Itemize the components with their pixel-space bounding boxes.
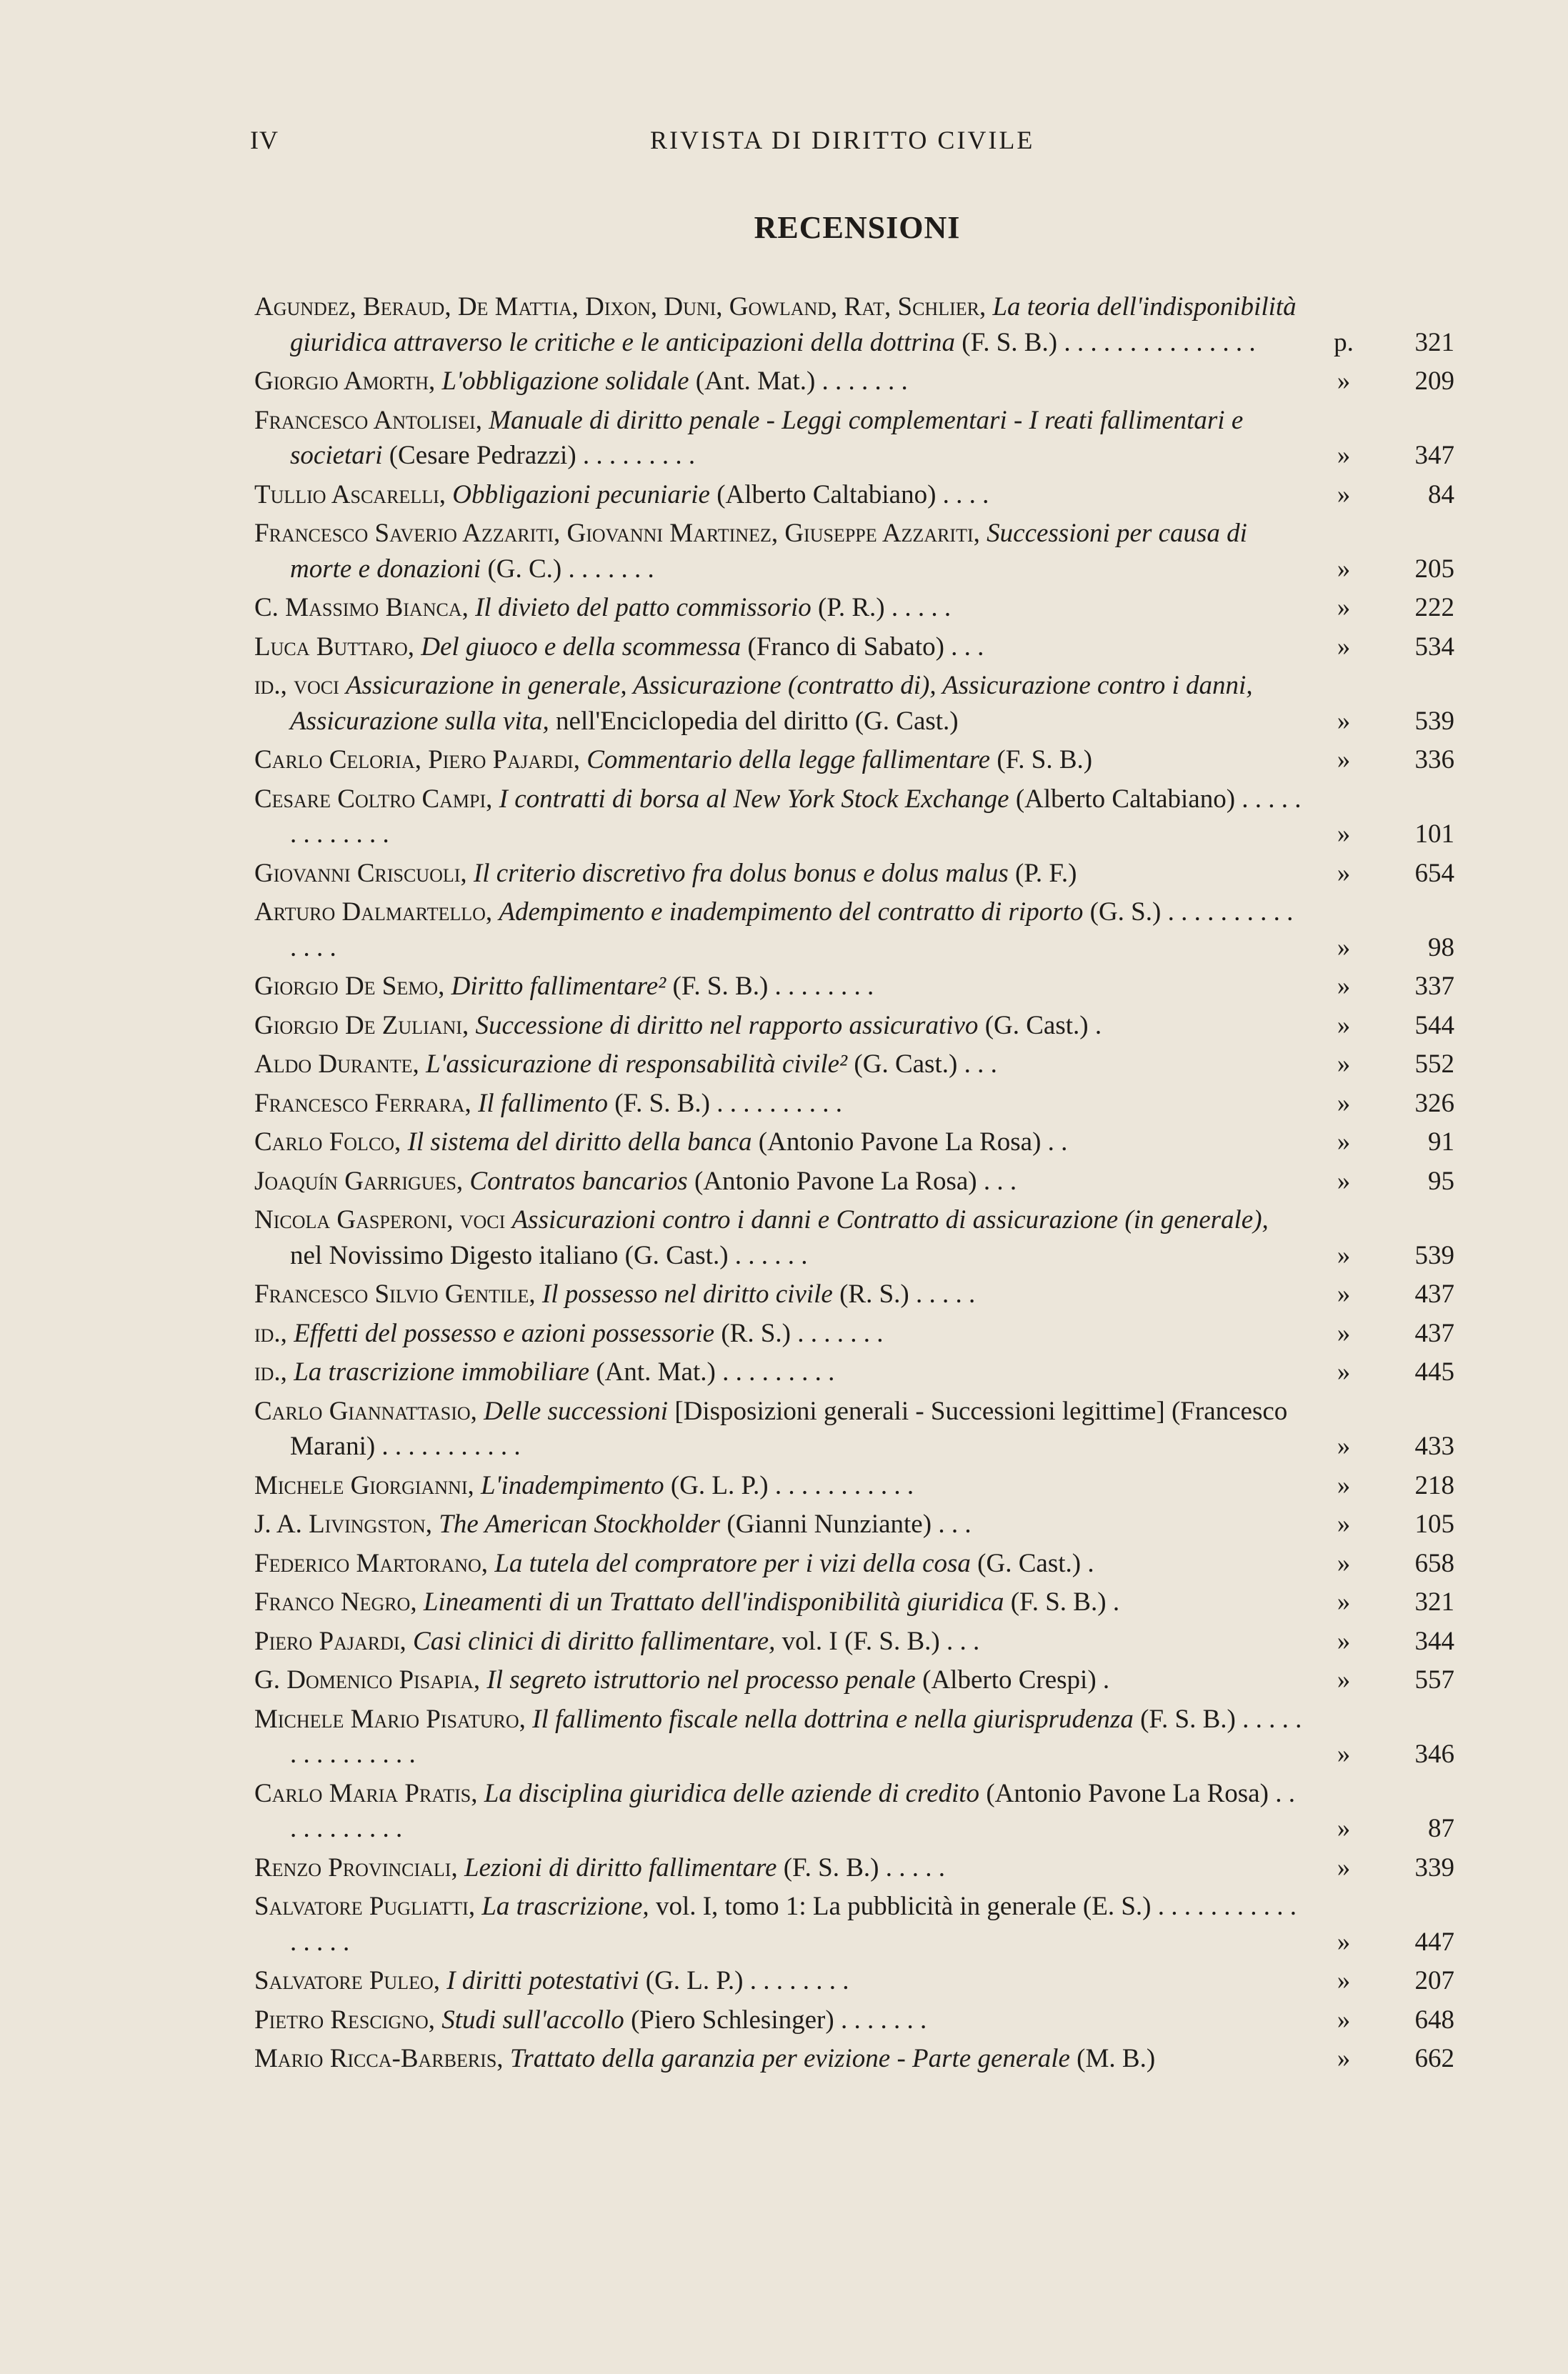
entry-title: L'obbligazione solidale — [441, 366, 689, 396]
entry-reviewer: (Alberto Caltabiano) — [1015, 784, 1236, 814]
page-reference — [1312, 1624, 1454, 1660]
review-entry — [254, 1124, 1454, 1160]
review-entry — [254, 364, 1454, 399]
entry-reviewer: (Ant. Mat.) — [596, 1357, 716, 1387]
page-reference — [1312, 1047, 1454, 1082]
page-marker: » — [1337, 1280, 1351, 1309]
entry-author: Michele Giorgianni, — [254, 1470, 474, 1500]
page-marker: » — [1337, 1357, 1351, 1387]
entry-title: Studi sull'accollo — [441, 2005, 624, 2035]
entry-leader: . . . . . . . . . . . . . . . . — [290, 1892, 1297, 1957]
page-reference — [1312, 1164, 1454, 1200]
page-reference — [1312, 477, 1454, 513]
page-reference — [1312, 1925, 1454, 1960]
page-marker: » — [1337, 1318, 1351, 1348]
page-marker: » — [1337, 1852, 1351, 1882]
entry-page: 552 — [1414, 1049, 1454, 1079]
review-entry — [254, 856, 1454, 892]
entry-page: 105 — [1414, 1510, 1454, 1539]
page-marker: » — [1337, 1814, 1351, 1843]
entry-title: Diritto fallimentare² — [451, 972, 666, 1001]
entry-page: 91 — [1428, 1127, 1454, 1157]
page-reference — [1312, 1355, 1454, 1390]
entry-reviewer: (P. F.) — [1015, 858, 1077, 888]
page-reference — [1312, 1429, 1454, 1465]
entry-author: Piero Pajardi, — [254, 1626, 406, 1656]
page-reference — [1312, 1811, 1454, 1847]
review-entry — [254, 1316, 1454, 1352]
entry-leader: . — [1088, 1010, 1102, 1040]
entry-reviewer: (R. S.) — [839, 1280, 909, 1309]
page-reference — [1312, 1316, 1454, 1352]
page-reference — [1312, 2041, 1454, 2077]
page-marker: » — [1337, 858, 1351, 888]
entry-leader: . . . . . . . . . . . — [290, 1778, 1295, 1843]
page-marker: » — [1337, 1432, 1351, 1461]
entry-author: Giovanni Criscuoli, — [254, 858, 467, 888]
entry-title: La trascrizione immobiliare — [294, 1357, 590, 1387]
entry-reviewer: (Franco di Sabato) — [747, 632, 944, 662]
page-reference — [1312, 1086, 1454, 1122]
entry-page: 336 — [1414, 745, 1454, 774]
entry-title: La trascrizione, — [481, 1892, 649, 1921]
entry-reviewer: nell'Enciclopedia del diritto (G. Cast.) — [556, 706, 959, 736]
entry-author: Nicola Gasperoni, voci — [254, 1205, 506, 1235]
entry-title: Il fallimento — [478, 1088, 608, 1118]
entry-page: 539 — [1414, 706, 1454, 736]
entry-title: The American Stockholder — [439, 1510, 721, 1539]
entry-leader: . . . — [957, 1049, 997, 1079]
page-marker: » — [1337, 1626, 1351, 1656]
review-entry — [254, 1963, 1454, 1999]
review-entry — [254, 1202, 1454, 1273]
entry-page: 437 — [1414, 1280, 1454, 1309]
page-marker: » — [1337, 479, 1351, 509]
page-reference — [1312, 1124, 1454, 1160]
entry-author: Tullio Ascarelli, — [254, 479, 446, 509]
entry-leader: . . . . . . . . . — [576, 441, 696, 470]
entry-reviewer: (G. S.) — [1089, 897, 1162, 927]
entry-reviewer: (G. L. P.) — [645, 1966, 744, 1995]
review-entry — [254, 668, 1454, 739]
entry-reviewer: (Antonio Pavone La Rosa) — [986, 1778, 1269, 1808]
review-entry — [254, 1047, 1454, 1082]
entry-title: Successioni per causa di morte e donazioni — [290, 519, 1247, 584]
entry-author: id., — [254, 1357, 287, 1387]
entry-page: 337 — [1414, 972, 1454, 1001]
page-marker: » — [1337, 554, 1351, 584]
entry-reviewer: (Antonio Pavone La Rosa) — [758, 1127, 1042, 1157]
entry-reviewer: (R. S.) — [721, 1318, 791, 1348]
entry-page: 534 — [1414, 632, 1454, 662]
page-reference — [1312, 1468, 1454, 1504]
entry-page: 222 — [1414, 593, 1454, 622]
review-entry — [254, 516, 1454, 587]
entry-title: Lezioni di diritto fallimentare — [464, 1852, 777, 1882]
review-entry — [254, 1585, 1454, 1620]
review-entry — [254, 1355, 1454, 1390]
page-reference — [1312, 1546, 1454, 1582]
page-marker: » — [1337, 441, 1351, 470]
review-entry — [254, 1277, 1454, 1312]
page-reference — [1312, 364, 1454, 399]
page-marker: » — [1337, 1548, 1351, 1578]
review-entry — [254, 590, 1454, 626]
entry-reviewer: (F. S. B.) — [783, 1852, 879, 1882]
entry-page: 539 — [1414, 1240, 1454, 1270]
entry-reviewer: vol. I, tomo 1: La pubblicità in generale (E. S.) — [655, 1892, 1152, 1921]
page-reference — [1312, 1277, 1454, 1312]
page-marker: » — [1337, 593, 1351, 622]
page-marker: » — [1337, 745, 1351, 774]
entry-title: Successione di diritto nel rapporto assicurativo — [475, 1010, 979, 1040]
review-entry — [254, 1662, 1454, 1698]
review-entry — [254, 969, 1454, 1004]
entry-title: Del giuoco e della scommessa — [421, 632, 741, 662]
entry-author: Arturo Dalmartello, — [254, 897, 493, 927]
entry-author: Giorgio De Zuliani, — [254, 1010, 469, 1040]
entry-title: Delle successioni — [484, 1396, 669, 1426]
entry-title: Adempimento e inadempimento del contratto di riporto — [499, 897, 1084, 927]
entry-title: Obbligazioni pecuniarie — [452, 479, 710, 509]
page-marker: » — [1337, 1966, 1351, 1995]
entry-reviewer: (F. S. B.) — [672, 972, 769, 1001]
entry-leader: . . . . . . . . . . . . . — [290, 784, 1302, 849]
entry-leader: . . . . . — [879, 1852, 945, 1882]
page-reference — [1312, 1850, 1454, 1886]
entry-title: L'inadempimento — [481, 1470, 664, 1500]
entry-leader: . . . — [932, 1510, 972, 1539]
entry-page: 445 — [1414, 1357, 1454, 1387]
page-marker: » — [1337, 1010, 1351, 1040]
page-marker: » — [1337, 2044, 1351, 2073]
entry-author: C. Massimo Bianca, — [254, 593, 469, 622]
section-title: RECENSIONI — [754, 210, 961, 245]
entry-reviewer: (Cesare Pedrazzi) — [389, 441, 576, 470]
review-entry — [254, 742, 1454, 778]
entry-page: 321 — [1414, 1587, 1454, 1617]
entry-title: Il sistema del diritto della banca — [407, 1127, 752, 1157]
entry-title: La teoria dell'indisponibilità giuridica attraverso le critiche e le anticipazioni della dottrina — [290, 292, 1297, 357]
page-reference — [1312, 1585, 1454, 1620]
entry-reviewer: (G. Cast.) — [854, 1049, 958, 1079]
entry-author: Federico Martorano, — [254, 1548, 489, 1578]
page-marker: » — [1337, 1470, 1351, 1500]
entry-page: 447 — [1414, 1927, 1454, 1957]
entry-title: L'assicurazione di responsabilità civile² — [426, 1049, 848, 1079]
page-reference — [1312, 2003, 1454, 2038]
entry-leader: . . . . . . . . . . . — [768, 1470, 914, 1500]
entry-author: Joaquín Garrigues, — [254, 1166, 464, 1196]
entry-title: Contratos bancarios — [469, 1166, 688, 1196]
entry-reviewer: (G. L. P.) — [670, 1470, 769, 1500]
entry-reviewer: (P. R.) — [818, 593, 885, 622]
entry-title: Il segreto istruttorio nel processo penale — [486, 1665, 916, 1695]
entry-leader: . . . . . — [884, 593, 952, 622]
entry-leader: . . . . . . . . . — [715, 1357, 835, 1387]
entry-author: Agundez, Beraud, De Mattia, Dixon, Duni, Gowland, Rat, Schlier, — [254, 292, 987, 321]
entry-reviewer: (G. Cast.) — [977, 1548, 1082, 1578]
entry-leader: . — [1106, 1587, 1120, 1617]
entry-reviewer: (Alberto Crespi) — [922, 1665, 1097, 1695]
review-entry — [254, 1546, 1454, 1582]
review-entry — [254, 1776, 1454, 1847]
entry-reviewer: (F. S. B.) — [997, 745, 1093, 774]
entry-leader: . . . . . . . — [834, 2005, 927, 2035]
entry-author: Salvatore Pugliatti, — [254, 1892, 476, 1921]
page-reference — [1312, 1238, 1454, 1274]
entry-author: J. A. Livingston, — [254, 1510, 432, 1539]
journal-title: RIVISTA DI DIRITTO CIVILE — [650, 126, 1035, 154]
page-marker: » — [1337, 932, 1351, 962]
page-reference — [1312, 325, 1454, 361]
entry-title: I diritti potestativi — [446, 1966, 639, 1995]
page-reference — [1312, 438, 1454, 474]
entry-reviewer: nel Novissimo Digesto italiano (G. Cast.) — [290, 1240, 729, 1270]
entry-page: 433 — [1414, 1432, 1454, 1461]
entry-page: 544 — [1414, 1010, 1454, 1040]
entry-leader: . . . . . . . . — [768, 972, 874, 1001]
entry-author: Luca Buttaro, — [254, 632, 415, 662]
entry-author: Michele Mario Pisaturo, — [254, 1704, 526, 1734]
page-reference — [1312, 856, 1454, 892]
entry-author: Aldo Durante, — [254, 1049, 419, 1079]
page-marker: » — [1337, 1088, 1351, 1118]
entry-author: Carlo Folco, — [254, 1127, 401, 1157]
entry-author: Mario Ricca-Barberis, — [254, 2044, 504, 2073]
review-entry — [254, 1624, 1454, 1660]
entry-title: La disciplina giuridica delle aziende di credito — [484, 1778, 980, 1808]
entry-title: Il possesso nel diritto civile — [541, 1280, 833, 1309]
page-marker: » — [1337, 1740, 1351, 1769]
page-marker: » — [1337, 972, 1351, 1001]
entry-page: 339 — [1414, 1852, 1454, 1882]
page-marker: » — [1337, 2005, 1351, 2035]
entry-leader: . . . . . . . . . . . . . . . — [290, 1704, 1302, 1769]
page-marker: » — [1337, 1166, 1351, 1196]
page-reference — [1312, 969, 1454, 1004]
entry-title: Trattato della garanzia per evizione - Parte generale — [509, 2044, 1070, 2073]
page-marker: » — [1337, 1510, 1351, 1539]
running-header — [250, 125, 1468, 161]
entry-author: id., voci — [254, 671, 339, 700]
page-reference — [1312, 1008, 1454, 1044]
entry-author: Carlo Giannattasio, — [254, 1396, 477, 1426]
entry-reviewer: (Gianni Nunziante) — [726, 1510, 932, 1539]
page-marker: » — [1337, 366, 1351, 396]
entry-author: Giorgio Amorth, — [254, 366, 436, 396]
entry-reviewer: (F. S. B.) — [1010, 1587, 1107, 1617]
entry-page: 557 — [1414, 1665, 1454, 1695]
entry-title: Lineamenti di un Trattato dell'indisponibilità giuridica — [423, 1587, 1004, 1617]
entry-author: Carlo Celoria, Piero Pajardi, — [254, 745, 580, 774]
page-reference — [1312, 552, 1454, 587]
review-entry — [254, 1850, 1454, 1886]
review-list — [254, 289, 1454, 2080]
entry-leader: . . . . — [936, 479, 989, 509]
entry-title: Effetti del possesso e azioni possessorie — [294, 1318, 715, 1348]
entry-page: 207 — [1414, 1966, 1454, 1995]
review-entry — [254, 2003, 1454, 2038]
entry-reviewer: vol. I (F. S. B.) — [781, 1626, 940, 1656]
review-entry — [254, 1164, 1454, 1200]
review-entry — [254, 629, 1454, 665]
entry-leader: . . — [1041, 1127, 1068, 1157]
entry-page: 218 — [1414, 1470, 1454, 1500]
entry-leader: . — [1081, 1548, 1094, 1578]
entry-author: Giorgio De Semo, — [254, 972, 445, 1001]
entry-reviewer: (Alberto Caltabiano) — [716, 479, 937, 509]
entry-title: I contratti di borsa al New York Stock Exchange — [499, 784, 1009, 814]
entry-page: 658 — [1414, 1548, 1454, 1578]
entry-page: 437 — [1414, 1318, 1454, 1348]
entry-author: Cesare Coltro Campi, — [254, 784, 493, 814]
entry-reviewer: (Antonio Pavone La Rosa) — [694, 1166, 977, 1196]
page-reference — [1312, 1662, 1454, 1698]
entry-page: 84 — [1428, 479, 1454, 509]
entry-author: Renzo Provinciali, — [254, 1852, 458, 1882]
page-reference — [1312, 930, 1454, 966]
entry-leader: . . . . . . . . . . . . . . — [290, 897, 1294, 962]
entry-title: Commentario della legge fallimentare — [586, 745, 991, 774]
entry-author: Francesco Ferrara, — [254, 1088, 471, 1118]
entry-reviewer: (F. S. B.) — [614, 1088, 710, 1118]
entry-leader: . . . — [977, 1166, 1017, 1196]
entry-leader: . — [1096, 1665, 1110, 1695]
entry-page: 662 — [1414, 2044, 1454, 2073]
review-entry — [254, 403, 1454, 474]
page-marker: » — [1337, 632, 1351, 662]
entry-leader: . . . . . . . . . . — [709, 1088, 842, 1118]
entry-page: 346 — [1414, 1740, 1454, 1769]
entry-author: G. Domenico Pisapia, — [254, 1665, 481, 1695]
entry-page: 209 — [1414, 366, 1454, 396]
entry-reviewer: (F. S. B.) — [962, 327, 1058, 357]
page-reference — [1312, 817, 1454, 852]
entry-reviewer: (G. C.) — [487, 554, 562, 584]
entry-author: Carlo Maria Pratis, — [254, 1778, 478, 1808]
review-entry — [254, 782, 1454, 852]
entry-leader: . . . . . . . . . . . — [375, 1432, 521, 1461]
review-entry — [254, 1889, 1454, 1960]
entry-page: 95 — [1428, 1166, 1454, 1196]
page-reference — [1312, 629, 1454, 665]
entry-reviewer: (F. S. B.) — [1140, 1704, 1236, 1734]
page-reference — [1312, 1507, 1454, 1542]
entry-title: La tutela del compratore per i vizi della cosa — [494, 1548, 971, 1578]
page-reference — [1312, 742, 1454, 778]
entry-reviewer: (G. Cast.) — [984, 1010, 1089, 1040]
review-entry — [254, 2041, 1454, 2077]
entry-page: 648 — [1414, 2005, 1454, 2035]
review-entry — [254, 894, 1454, 965]
entry-leader: . . . — [939, 1626, 980, 1656]
entry-page: 321 — [1414, 327, 1454, 357]
entry-author: Salvatore Puleo, — [254, 1966, 440, 1995]
page-reference — [1312, 704, 1454, 739]
review-entry — [254, 1086, 1454, 1122]
entry-author: Francesco Saverio Azzariti, Giovanni Martinez, Giuseppe Azzariti, — [254, 519, 980, 548]
entry-page: 347 — [1414, 441, 1454, 470]
entry-title: Manuale di diritto penale - Leggi complementari - I reati fallimentari e societari — [290, 405, 1244, 470]
entry-reviewer: (Piero Schlesinger) — [631, 2005, 834, 2035]
entry-leader: . . . . . . . . . . . . . . . — [1057, 327, 1256, 357]
page-marker: » — [1337, 1240, 1351, 1270]
review-entry — [254, 1468, 1454, 1504]
entry-leader: . . . . . . . — [561, 554, 654, 584]
page-marker: » — [1337, 1587, 1351, 1617]
page-marker: » — [1337, 1049, 1351, 1079]
page-marker: p. — [1334, 327, 1354, 357]
entry-page: 344 — [1414, 1626, 1454, 1656]
entry-author: Pietro Rescigno, — [254, 2005, 435, 2035]
entry-page: 326 — [1414, 1088, 1454, 1118]
entry-title: Assicurazione in generale, Assicurazione (contratto di), Assicurazione contro i danni, Assicurazione sulla vita, — [290, 671, 1253, 736]
entry-page: 87 — [1428, 1814, 1454, 1843]
entry-title: Il criterio discretivo fra dolus bonus e dolus malus — [473, 858, 1009, 888]
review-entry — [254, 289, 1454, 360]
entry-leader: . . . . . — [909, 1280, 976, 1309]
entry-leader: . . . . . . — [728, 1240, 808, 1270]
entry-title: Casi clinici di diritto fallimentare, — [413, 1626, 776, 1656]
page-marker: » — [1337, 1927, 1351, 1957]
page-reference — [1312, 1737, 1454, 1772]
review-entry — [254, 1394, 1454, 1465]
entry-reviewer: (Ant. Mat.) — [695, 366, 816, 396]
entry-title: Il divieto del patto commissorio — [475, 593, 812, 622]
review-entry — [254, 477, 1454, 513]
review-entry — [254, 1702, 1454, 1772]
entry-page: 654 — [1414, 858, 1454, 888]
entry-leader: . . . . . . . . — [743, 1966, 849, 1995]
page-marker: » — [1337, 819, 1351, 849]
review-entry — [254, 1507, 1454, 1542]
entry-author: Franco Negro, — [254, 1587, 417, 1617]
entry-author: Francesco Silvio Gentile, — [254, 1280, 536, 1309]
entry-reviewer: [Disposizioni generali - Successioni legittime] (Francesco Marani) — [290, 1396, 1288, 1461]
entry-page: 101 — [1414, 819, 1454, 849]
review-entry — [254, 1008, 1454, 1044]
entry-page: 205 — [1414, 554, 1454, 584]
entry-leader: . . . — [944, 632, 984, 662]
page-reference — [1312, 590, 1454, 626]
entry-title: Assicurazioni contro i danni e Contratto di assicurazione (in generale), — [511, 1205, 1269, 1235]
entry-leader: . . . . . . . — [791, 1318, 884, 1348]
page-reference — [1312, 1963, 1454, 1999]
page-marker: » — [1337, 1665, 1351, 1695]
page-marker: » — [1337, 706, 1351, 736]
entry-author: id., — [254, 1318, 287, 1348]
entry-title: Il fallimento fiscale nella dottrina e nella giurisprudenza — [532, 1704, 1134, 1734]
entry-page: 98 — [1428, 932, 1454, 962]
page-marker: » — [1337, 1127, 1351, 1157]
entry-author: Francesco Antolisei, — [254, 405, 482, 435]
entry-reviewer: (M. B.) — [1077, 2044, 1156, 2073]
page-number: IV — [250, 126, 279, 154]
entry-leader: . . . . . . . — [815, 366, 908, 396]
